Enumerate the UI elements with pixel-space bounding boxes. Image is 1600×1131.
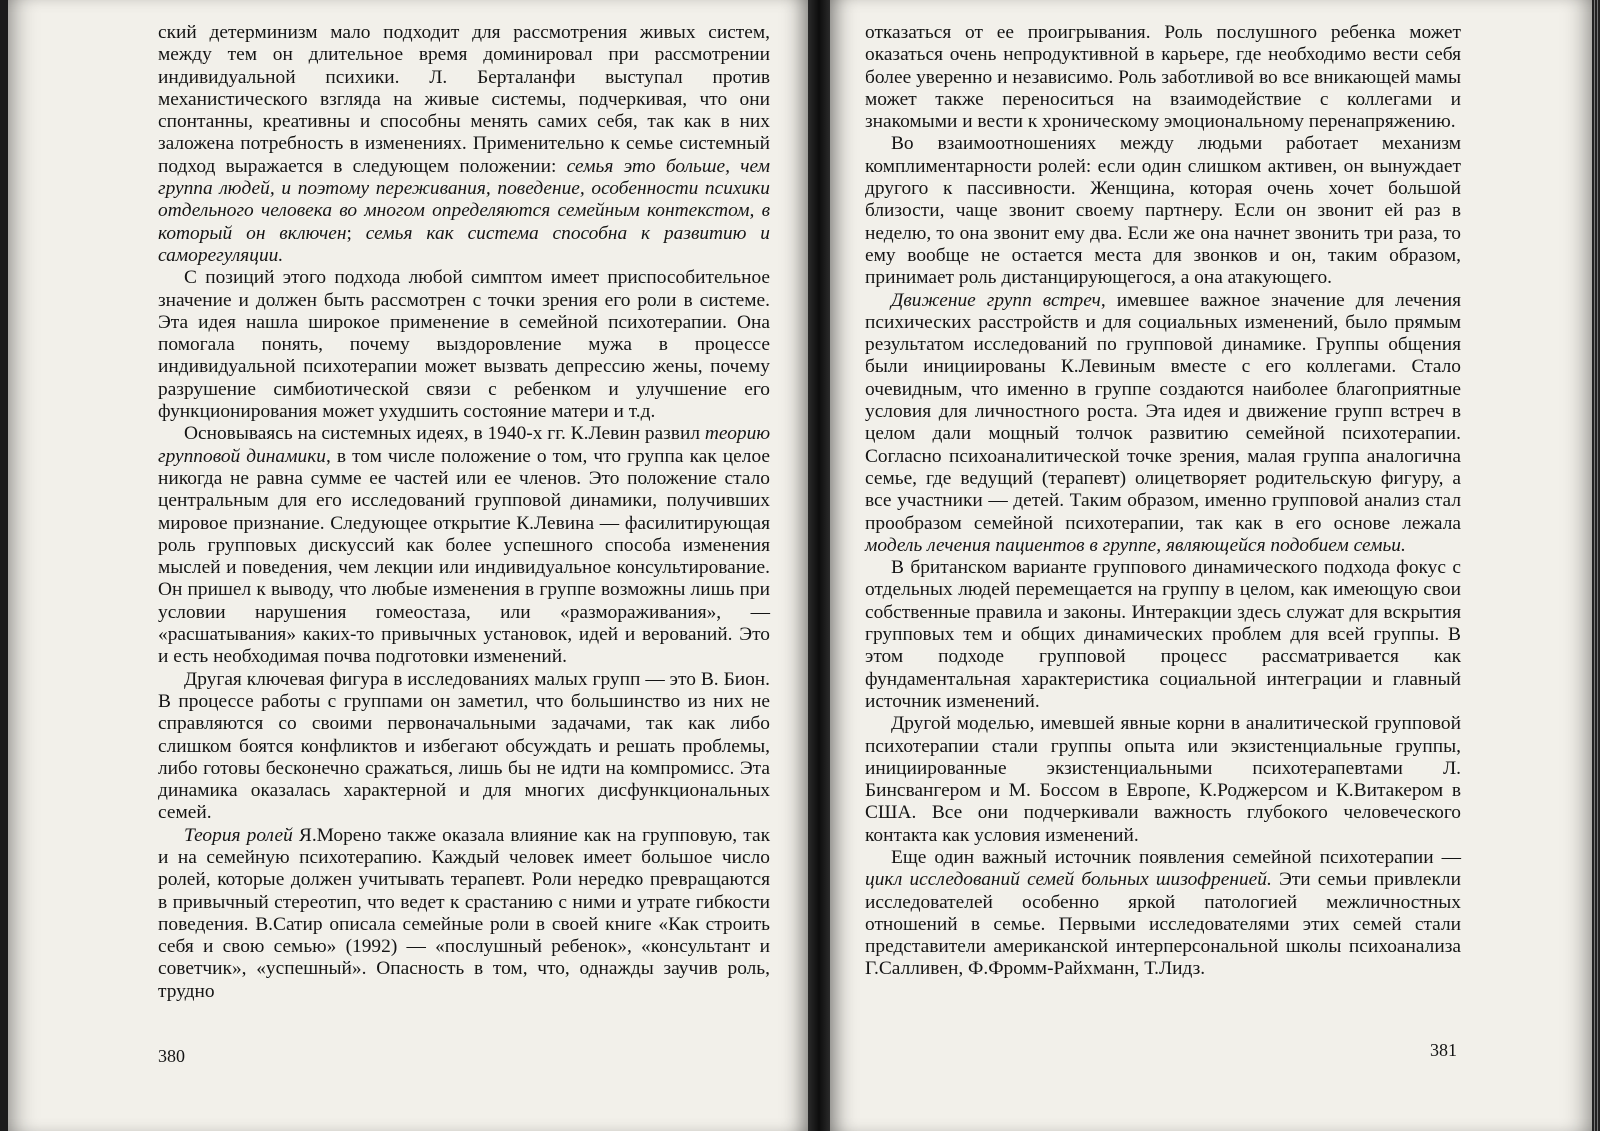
right-page-text bbox=[865, 22, 1461, 981]
book-gutter bbox=[808, 0, 830, 1131]
paragraph: Движение групп встреч, имевшее важное значение для лечения психических расстройств и для социальных изменений, было прямым результатом исследований по групповой динамике. Группы общения были инициированы К.Левиным вместе с его коллегами. Стало очевидным, что именно в группе создаются наиболее благоприятные условия для личностного роста. Эта идея и движение групп встреч в целом дали мощный толчок развитию семейной психотерапии. Согласно психоаналитической точке зрения, малая группа аналогична семье, где ведущий (терапевт) олицетворяет родительскую фигуру, а все участники — детей. Таким образом, именно групповой анализ стал прообразом семейной психотерапии, так как в его основе лежала модель лечения пациентов в группе, являющейся подобием семьи. bbox=[865, 289, 1462, 556]
paragraph: отказаться от ее проигрывания. Роль послушного ребенка может оказаться очень непродуктивной в карьере, где необходимо вести себя более уверенно и независимо. Роль заботливой во все вникающей мамы может также переноситься на взаимодействие с коллегами и знакомыми и вести к хроническому эмоциональному перенапряжению. bbox=[865, 22, 1461, 133]
paragraph: Во взаимоотношениях между людьми работает механизм комплиментарности ролей: если один слишком активен, он вынуждает другого к пассивности. Женщина, которая очень хочет большой близости, чаще звонит своему партнеру. Если он звонит ей раз в неделю, то она звонит ему два. Если же она начнет звонить три раза, то ему вообще не остается места для звонков и он, таким образом, принимает роль дистанцирующегося, а она атакующего. bbox=[865, 133, 1461, 289]
left-page-text bbox=[158, 22, 770, 1003]
paragraph: Теория ролей Я.Морено также оказала влияние как на групповую, так и на семейную психотерапию. Каждый человек имеет большое число ролей, которые должен учитывать терапевт. Роли нередко превращаются в привычный стереотип, что ведет к срастанию с ними и утрате гибкости поведения. В.Сатир описала семейные роли в своей книге «Как строить себя и свою семью» (1992) — «послушный ребенок», «консультант и советчик», «успешный». Опасность в том, что, однажды заучив роль, трудно bbox=[158, 824, 770, 1002]
left-page bbox=[8, 0, 808, 1131]
paragraph: В британском варианте группового динамического подхода фокус с отдельных людей перемещается на группу в целом, как имеющую свои собственные правила и законы. Интеракции здесь служат для вскрытия групповых тем и общих динамических проблем для всей группы. В этом подходе групповой процесс рассматривается как фундаментальная характеристика социальной интеграции и главный источник изменений. bbox=[865, 557, 1461, 712]
paragraph: Основываясь на системных идеях, в 1940-х гг. К.Левин развил теорию групповой динамики, в том числе положение о том, что группа как целое никогда не равна сумме ее частей или ее членов. Это положение стало центральным для его исследований групповой динамики, получивших мировое признание. Следующее открытие К.Левина — фасилитирующая роль групповых дискуссий как более успешного способа изменения мыслей и поведения, чем лекции или индивидуальное консультирование. Он пришел к выводу, что любые изменения в группе возможны лишь при условии нарушения гомеостаза, или «размораживания», — «расшатывания» каких-то привычных установок, идей и верований. Это и есть необходимая почва подготовки изменений. bbox=[158, 423, 770, 668]
paragraph: Еще один важный источник появления семейной психотерапии — цикл исследований семей больных шизофренией. Эти семьи привлекли исследователей особенно яркой патологией межличностных отношений в семье. Первыми исследователями этих семей стали представители американской интерперсональной школы психоанализа Г.Салливен, Ф.Фромм-Райхманн, Т.Лидз. bbox=[865, 846, 1461, 980]
right-page bbox=[830, 0, 1592, 1131]
paragraph: Другой моделью, имевшей явные корни в аналитической групповой психотерапии стали группы опыта или экзистенциальные группы, инициированные экзистенциальными психотерапевтами Л. Бинсвангером и М. Боссом в Европе, К.Роджерсом и К.Витакером в США. Все они подчеркивали важность глубокого человеческого контакта как условия изменений. bbox=[865, 713, 1461, 846]
paragraph: Другая ключевая фигура в исследованиях малых групп — это В. Бион. В процессе работы с группами он заметил, что большинство из них не справляются со своими первоначальными задачами, так как либо слишком боятся конфликтов и избегают обсуждать и решать проблемы, либо готовы бесконечно сражаться, лишь бы не идти на компромисс. Эта динамика оказалась характерной и для многих дисфункциональных семей. bbox=[158, 668, 770, 824]
page-edges bbox=[1592, 0, 1600, 1131]
page-number: 380 bbox=[158, 1046, 185, 1066]
paragraph: ский детерминизм мало подходит для рассмотрения живых систем, между тем он длительное время доминировал при рассмотрении индивидуальной психики. Л. Берталанфи выступал против механистического взгляда на живые системы, подчеркивая, что они спонтанны, креативны и способны менять самих себя, так как в них заложена потребность в изменениях. Применительно к семье системный подход выражается в следующем положении: семья это больше, чем группа людей, и поэтому переживания, поведение, особенности психики отдельного человека во многом определяются семейным контекстом, в который он включен; семья как система способна к развитию и саморегуляции. bbox=[158, 22, 770, 266]
paragraph: С позиций этого подхода любой симптом имеет приспособительное значение и должен быть рассмотрен с точки зрения его роли в системе. Эта идея нашла широкое применение в семейной психотерапии. Она помогала понять, почему выздоровление мужа в процессе индивидуальной психотерапии может вызвать депрессию жены, почему разрушение симбиотической связи с ребенком и улучшение его функционирования может ухудшить состояние матери и т.д. bbox=[158, 267, 770, 423]
page-number: 381 bbox=[1430, 1040, 1457, 1060]
